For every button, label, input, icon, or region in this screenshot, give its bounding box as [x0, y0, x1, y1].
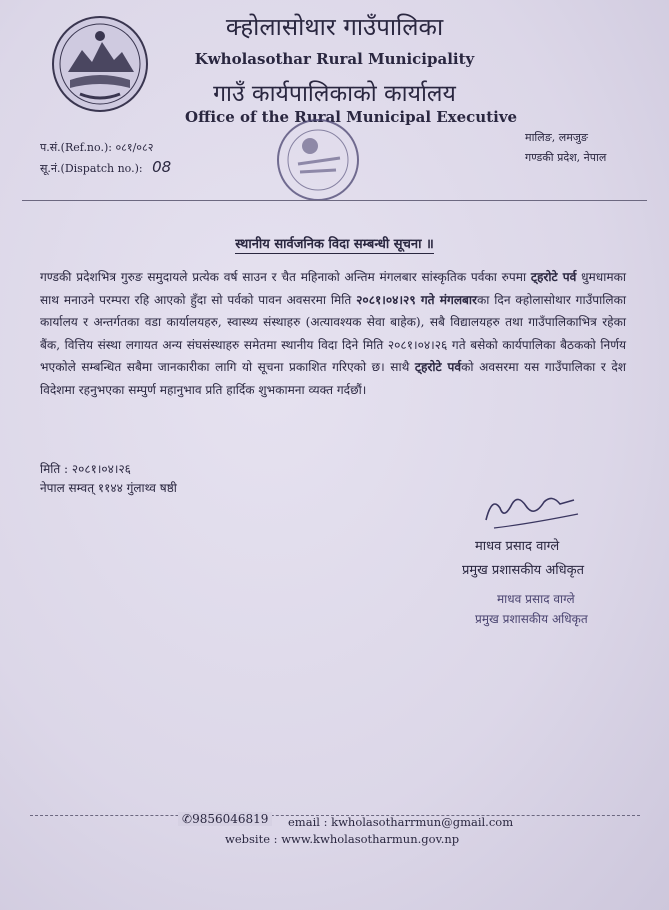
festival-name: ट्हरोटे पर्व — [530, 270, 577, 284]
signatory-title: प्रमुख प्रशासकीय अधिकृत — [462, 563, 585, 578]
issue-date: मिति : २०८१।०४।२६ — [40, 462, 131, 476]
signatory-name: माधव प्रसाद वाग्ले — [475, 539, 560, 554]
footer-phone: ✆9856046819 — [178, 812, 272, 826]
municipality-name-nepali: क्होलासोथार गाउँपालिका — [225, 13, 444, 41]
dispatch-label: सू.नं.(Dispatch no.): — [40, 162, 143, 175]
stamp-signatory-name: माधव प्रसाद वाग्ले — [497, 592, 575, 606]
address-line-1: मालिङ, लमजुङ — [525, 131, 588, 144]
dispatch-number — [40, 158, 171, 176]
address-line-2: गण्डकी प्रदेश, नेपाल — [525, 151, 607, 164]
header-divider — [22, 200, 647, 201]
office-name-nepali: गाउँ कार्यपालिकाको कार्यालय — [213, 81, 456, 107]
footer-website: website : www.kwholasotharmun.gov.np — [225, 832, 460, 846]
notice-subject: स्थानीय सार्वजनिक विदा सम्बन्धी सूचना ॥ — [235, 237, 434, 252]
footer-email: email : kwholasotharrmun@gmail.com — [288, 815, 514, 829]
office-round-stamp — [270, 112, 366, 208]
stamp-signatory-title: प्रमुख प्रशासकीय अधिकृत — [475, 612, 588, 626]
dispatch-value: 08 — [152, 158, 172, 176]
reference-number: प.सं.(Ref.no.): ०८१/०८२ — [40, 141, 154, 154]
handwritten-signature — [478, 490, 588, 536]
municipality-name-english: Kwholasothar Rural Municipality — [194, 50, 475, 68]
notice-body: गण्डकी प्रदेशभित्र गुरुङ समुदायले प्रत्येक वर्ष साउन र चैत महिनाको अन्तिम मंगलबार सांस्कृतिक पर्वका रुपमा ट्हरोटे पर्व धुमधामका साथ मनाउने परम्परा रहि आएको हुँदा सो पर्वको पावन अवसरमा मिति २०८१।०४।२९ गते मंगलबारका दिन क्होलासोथार गाउँपालिका कार्यालय र अन्तर्गतका वडा कार्यालयहरु, स्वास्थ्य संस्थाहरु (अत्यावश्यक सेवा बाहेक), सबै विद्यालयहरु तथा गाउँपालिकाभित्र रहेका बैंक, वित्तिय संस्था लगायत अन्य संघसंस्थाहरु समेतमा स्थानीय विदा दिने मिति २०८१।०४।२६ गते बसेको कार्यपालिका बैठकको निर्णय भएकोले सम्बन्धित सबैमा जानकारीका लागि यो सूचना प्रकाशित गरिएको छ। साथै ट्हरोटे पर्वको अवसरमा यस गाउँपालिका र देश विदेशमा रहनुभएका सम्पुर्ण महानुभाव प्रति हार्दिक शुभकामना व्यक्त गर्दछौं। — [40, 270, 626, 397]
holiday-date: २०८१।०४।२९ गते मंगलबार — [356, 292, 478, 307]
office-name-english: Office of the Rural Municipal Executive — [185, 108, 518, 126]
nepal-sambat-date: नेपाल सम्वत् ११४४ गुंलाथ्व षष्ठी — [40, 481, 177, 495]
festival-name: ट्हरोटे पर्व — [414, 360, 462, 375]
